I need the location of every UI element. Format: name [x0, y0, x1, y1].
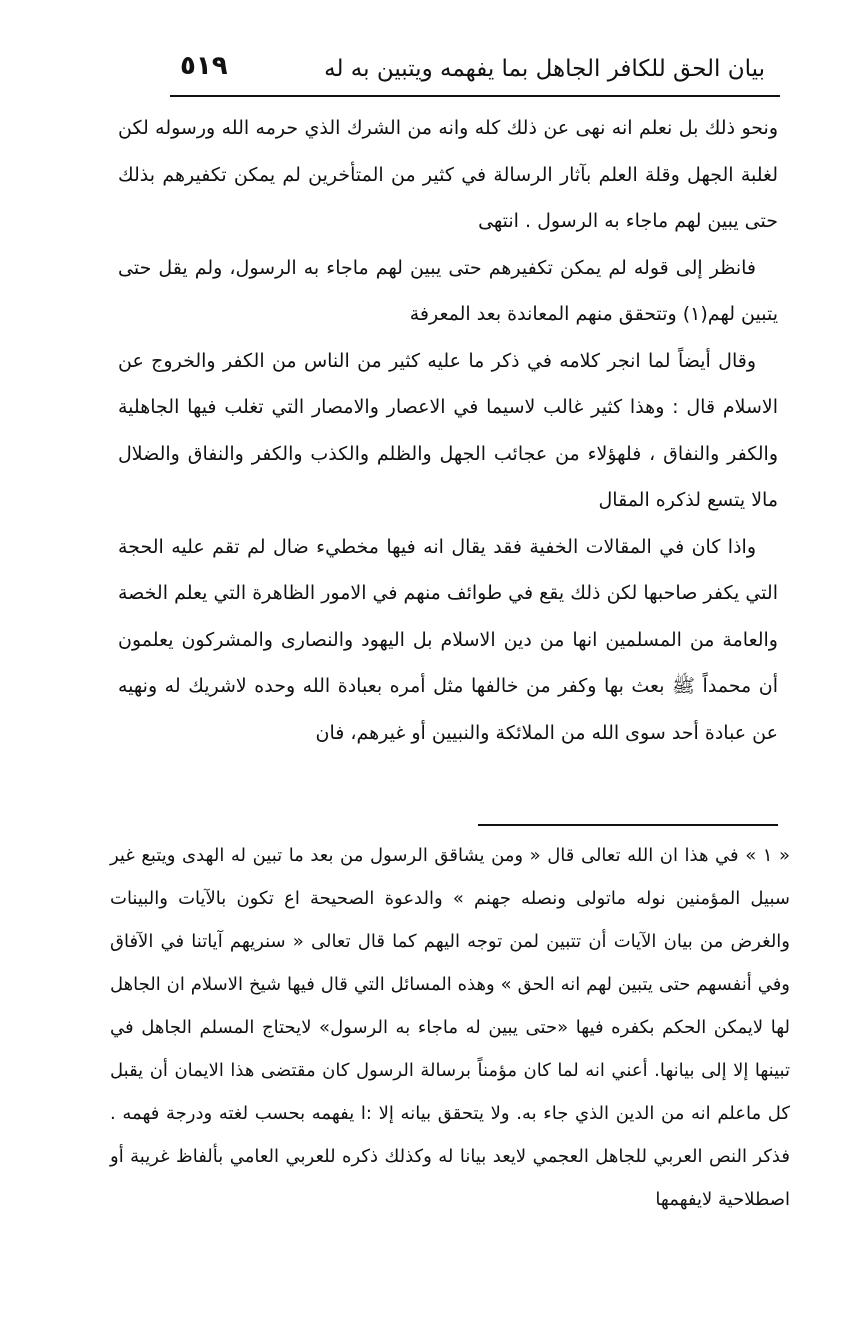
running-title: بيان الحق للكافر الجاهل بما يفهمه ويتبين به له — [324, 56, 765, 82]
footnote-rule — [478, 824, 778, 826]
page-header — [180, 48, 765, 88]
page-number: ٥١٩ — [180, 51, 228, 81]
paragraph: فانظر إلى قوله لم يمكن تكفيرهم حتى يبين لهم ماجاء به الرسول، ولم يقل حتى يتبين لهم(١) وتتحقق منهم المعاندة بعد المعرفة — [118, 256, 778, 325]
main-text — [118, 105, 778, 756]
footnote-text: « ١ » في هذا ان الله تعالى قال « ومن يشاقق الرسول من بعد ما تبين له الهدى ويتبع غير سبيل المؤمنين نوله ماتولى ونصله جهنم » والدعوة الصحيحة اع تكون بالآيات والبينات والغرض من بيان الآيات أن تتبين لمن توجه اليهم كما قال تعالى « سنريهم آياتنا في الآفاق وفي أنفسهم حتى يتبين لهم انه الحق » وهذه المسائل التي قال فيها شيخ الاسلام ان الجاهل لها لايمكن الحكم بكفره فيها «حتى يبين له ماجاء به الرسول» لايحتاج المسلم الجاهل في تبينها إلا إلى بيانها. أعني انه لما كان مؤمناً برسالة الرسول كان مقتضى هذا الايمان أن يقبل كل ماعلم انه من الدين الذي جاء به. ولا يتحقق بيانه إلا :ا يفهمه بحسب لغته ودرجة فهمه . فذكر النص العربي للجاهل العجمي لايعد بيانا له وكذلك ذكره للعربي العامي بألفاظ غريبة أو اصطلاحية لايفهمها — [110, 845, 790, 1210]
header-rule — [170, 95, 780, 97]
paragraph: وقال أيضاً لما انجر كلامه في ذكر ما عليه كثير من الناس من الكفر والخروج عن الاسلام قال : وهذا كثير غالب لاسيما في الاعصار والامصار التي تغلب فيها الجاهلية والكفر والنفاق ، فلهؤلاء من عجائب الجهل والظلم والكذب والكفر والنفاق والضلال مالا يتسع لذكره المقال — [118, 349, 778, 511]
footnote — [110, 834, 790, 1221]
paragraph: ونحو ذلك بل نعلم انه نهى عن ذلك كله وانه من الشرك الذي حرمه الله ورسوله لكن لغلبة الجهل وقلة العلم بآثار الرسالة في كثير من المتأخرين لم يمكن تكفيرهم بذلك حتى يبين لهم ماجاء به الرسول . انتهى — [118, 117, 778, 232]
paragraph: واذا كان في المقالات الخفية فقد يقال انه فيها مخطيء ضال لم تقم عليه الحجة التي يكفر صاحبها لكن ذلك يقع في طوائف منهم في الامور الظاهرة التي يعلم الخصة والعامة من المسلمين انها من دين الاسلام بل اليهود والنصارى والمشركون يعلمون أن محمداً ﷺ بعث بها وكفر من خالفها مثل أمره بعبادة الله وحده لاشريك له ونهيه عن عبادة أحد سوى الله من الملائكة والنبيين أو غيرهم، فان — [118, 535, 778, 744]
